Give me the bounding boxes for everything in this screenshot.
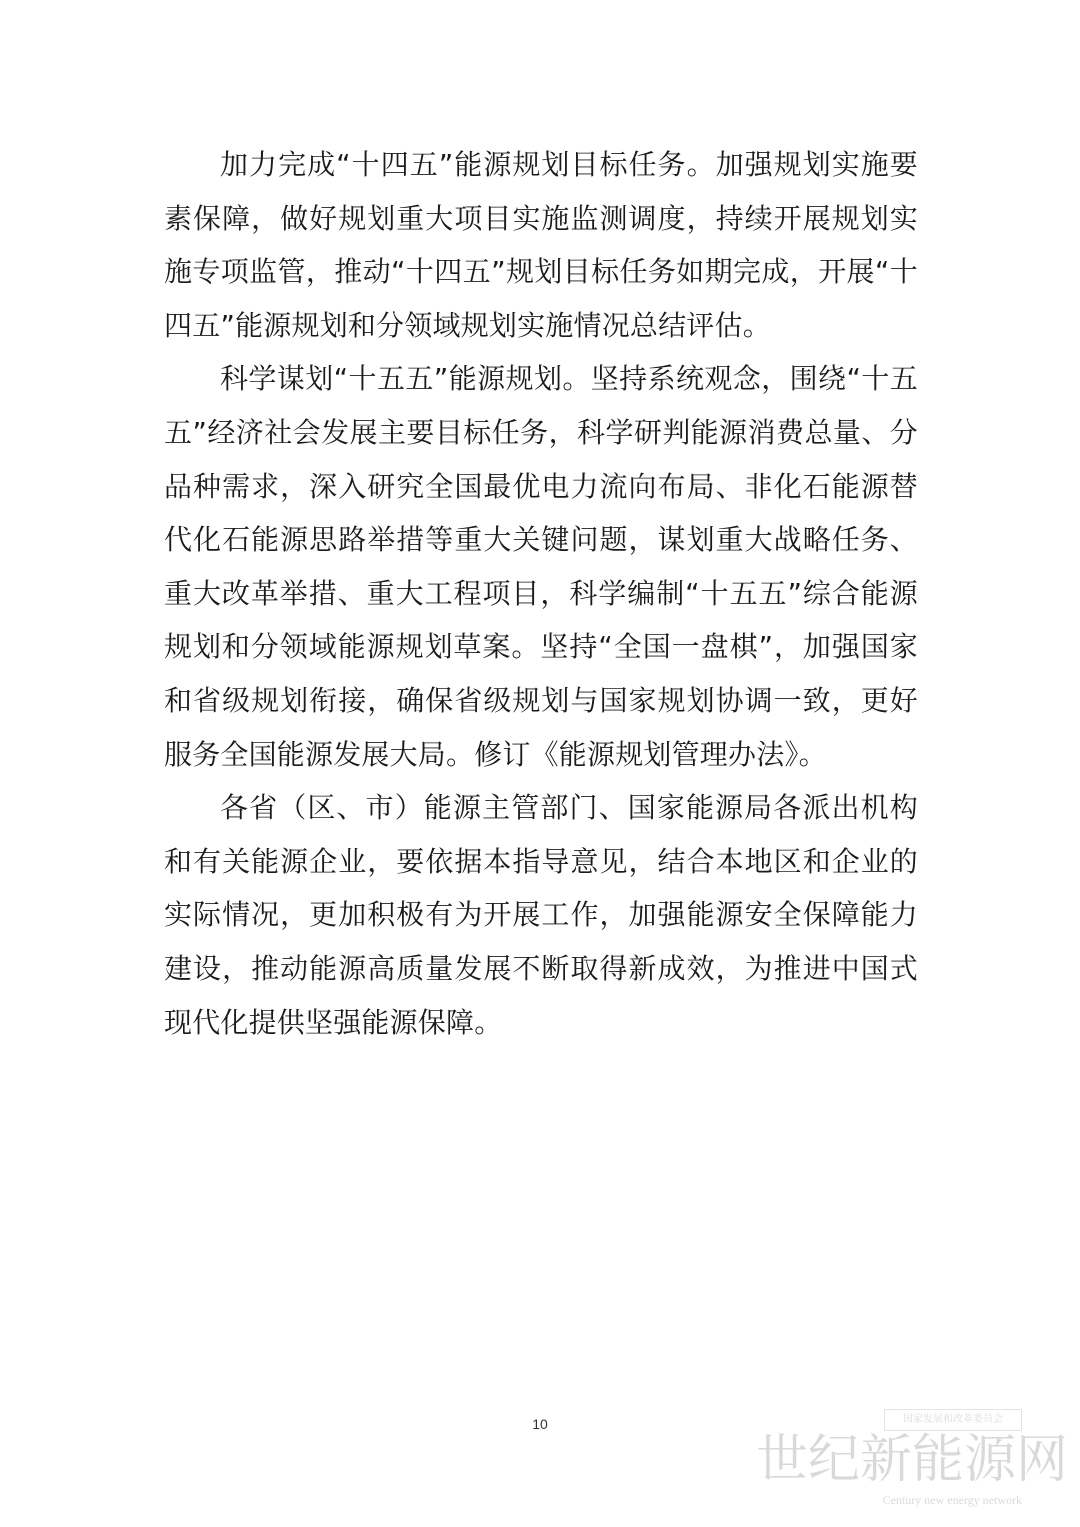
paragraph-plan-completion: 加力完成“十四五”能源规划目标任务。加强规划实施要素保障，做好规划重大项目实施监测调度，持续开展规划实施专项监管，推动“十四五”规划目标任务如期完成，开展“十四五”能源规划和分领域规划实施情况总结评估。	[164, 148, 918, 342]
page-number: 10	[532, 1416, 548, 1432]
watermark-logo	[755, 1409, 1068, 1519]
watermark-top-box: 国家发展和改革委员会	[884, 1409, 1022, 1431]
paragraph-implementation: 各省（区、市）能源主管部门、国家能源局各派出机构和有关能源企业，要依据本指导意见，结合本地区和企业的实际情况，更加积极有为开展工作，加强能源安全保障能力建设，推动能源高质量发展不断取得新成效，为推进中国式现代化提供坚强能源保障。	[164, 791, 918, 1039]
watermark-title: 世纪新能源网	[755, 1430, 1068, 1490]
paragraph-plan-15th: 科学谋划“十五五”能源规划。坚持系统观念，围绕“十五五”经济社会发展主要目标任务，科学研判能源消费总量、分品种需求，深入研究全国最优电力流向布局、非化石能源替代化石能源思路举措等重大关键问题，谋划重大战略任务、重大改革举措、重大工程项目，科学编制“十五五”综合能源规划和分领域能源规划草案。坚持“全国一盘棋”，加强国家和省级规划衔接，确保省级规划与国家规划协调一致，更好服务全国能源发展大局。修订《能源规划管理办法》。	[164, 362, 918, 771]
document-body	[164, 138, 918, 1049]
watermark-subtitle: Century new energy network	[882, 1493, 1022, 1507]
